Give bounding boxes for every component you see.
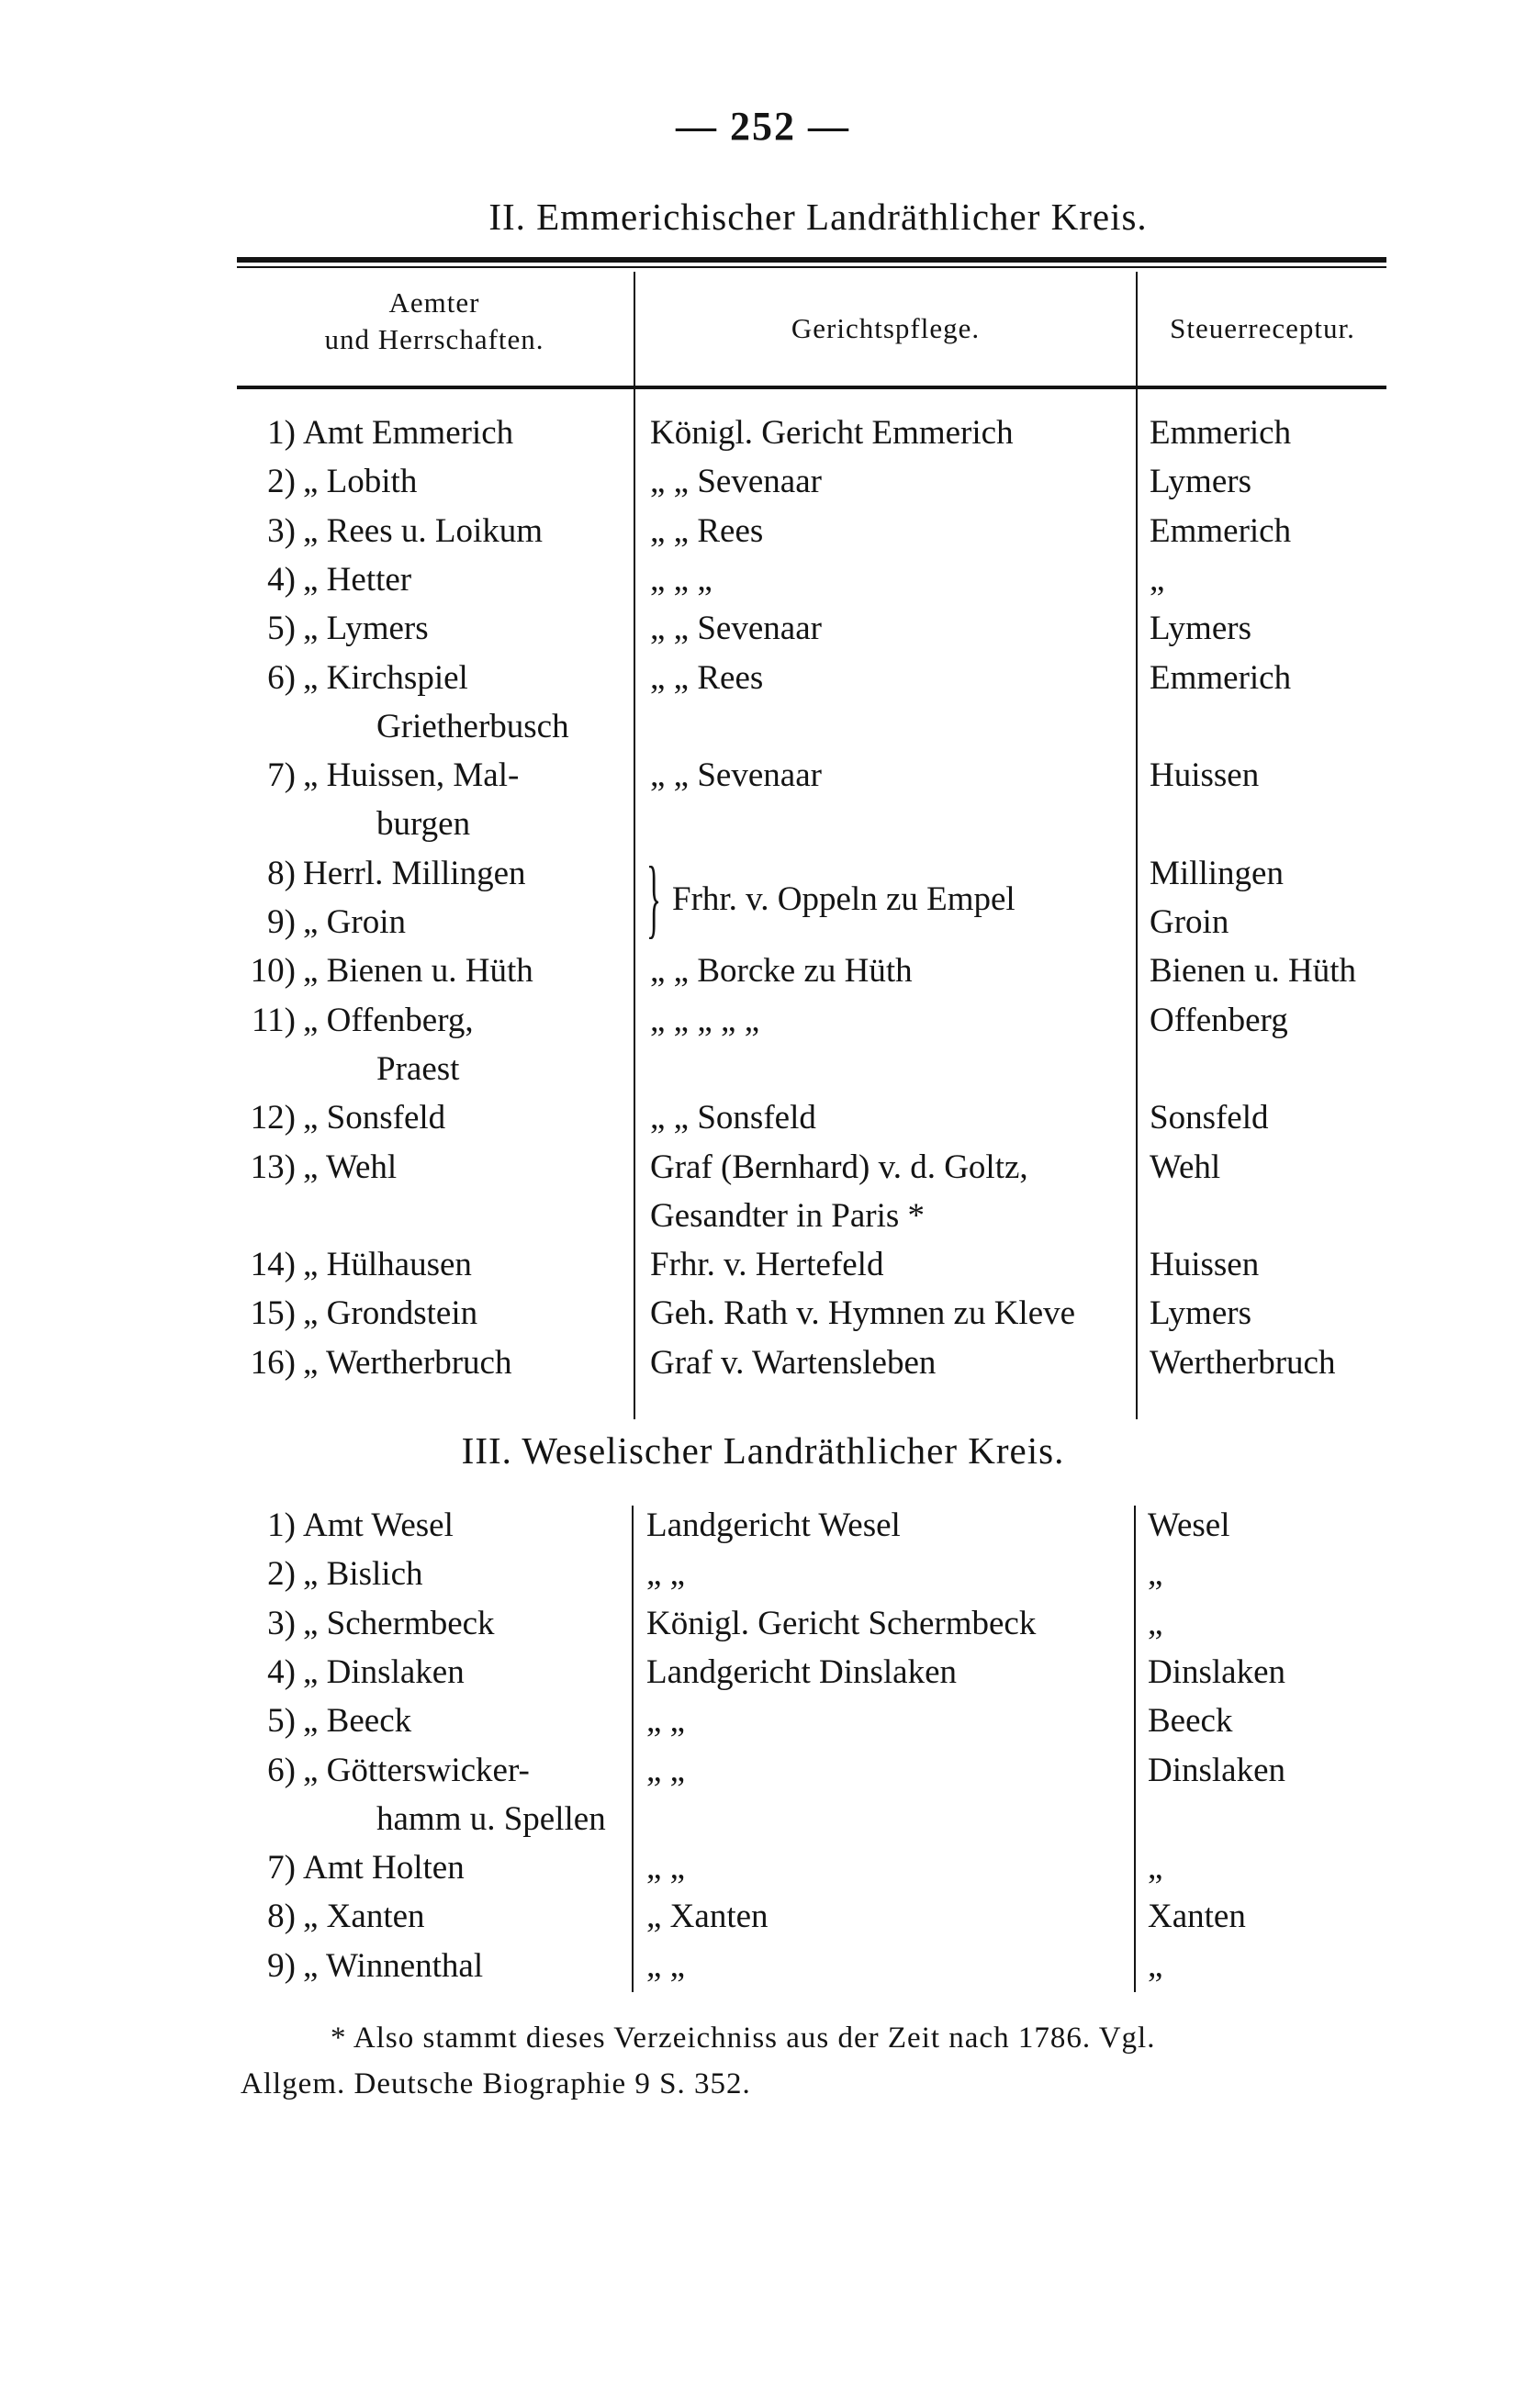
row-steuerreceptur: Lymers <box>1150 463 1251 501</box>
table-row <box>0 1701 1526 1751</box>
row-number: 13) <box>250 1148 296 1186</box>
row-number: 9) <box>267 903 296 941</box>
row-amt: „ Wehl <box>303 1148 398 1186</box>
row-number: 7) <box>267 1849 296 1887</box>
row-amt: burgen <box>376 805 471 844</box>
row-steuerreceptur: Wesel <box>1148 1506 1230 1544</box>
row-steuerreceptur: Lymers <box>1150 610 1251 648</box>
row-amt: Praest <box>376 1049 460 1088</box>
row-number: 5) <box>267 1702 296 1741</box>
table-row <box>0 1148 1526 1197</box>
table-row <box>0 1506 1526 1555</box>
row-number: 16) <box>250 1343 296 1382</box>
section-title-emmerich: II. Emmerichischer Landräthlicher Kreis. <box>488 196 1148 238</box>
row-number: 3) <box>267 1604 296 1642</box>
row-gerichtspflege: Landgericht Wesel <box>646 1506 901 1544</box>
row-gerichtspflege: Geh. Rath v. Hymnen zu Kleve <box>650 1294 1076 1333</box>
table-row <box>0 1294 1526 1343</box>
row-steuerreceptur: Offenberg <box>1150 1001 1288 1039</box>
row-gerichtspflege: „ „ <box>646 1751 686 1789</box>
row-steuerreceptur: Dinslaken <box>1148 1751 1286 1789</box>
row-gerichtspflege: „ „ Sevenaar <box>650 610 822 648</box>
table-row <box>0 658 1526 708</box>
row-number: 4) <box>267 1652 296 1691</box>
row-amt: Amt Wesel <box>303 1506 454 1544</box>
table-top-rule <box>237 257 1386 263</box>
table-row <box>0 1897 1526 1946</box>
row-steuerreceptur: Wehl <box>1150 1148 1221 1186</box>
row-steuerreceptur: Huissen <box>1150 756 1260 795</box>
table-row <box>0 609 1526 658</box>
section-title-wesel: III. Weselischer Landräthlicher Kreis. <box>461 1429 1065 1472</box>
row-gerichtspflege: „ „ Sevenaar <box>650 756 822 795</box>
table-row <box>0 511 1526 561</box>
row-amt: „ Winnenthal <box>303 1946 484 1985</box>
row-amt: „ Lymers <box>303 610 429 648</box>
row-number: 7) <box>267 756 296 795</box>
header-amter <box>237 285 632 358</box>
row-steuerreceptur: „ <box>1148 1604 1163 1642</box>
row-amt: Amt Holten <box>303 1849 465 1887</box>
row-number: 8) <box>267 1898 296 1936</box>
row-amt: „ Dinslaken <box>303 1652 465 1691</box>
row-amt: „ Bienen u. Hüth <box>303 952 533 991</box>
row-gerichtspflege: „ „ Sonsfeld <box>650 1099 816 1137</box>
row-gerichtspflege: „ „ Sevenaar <box>650 463 822 501</box>
row-amt: „ Bislich <box>303 1555 423 1594</box>
row-number: 12) <box>250 1099 296 1137</box>
table-row <box>0 1652 1526 1702</box>
row-amt: „ Huissen, Mal- <box>303 756 520 795</box>
footnote-line2: Allgem. Deutsche Biographie 9 S. 352. <box>241 2067 751 2100</box>
table-row <box>0 1946 1526 1996</box>
row-number: 10) <box>250 952 296 991</box>
row-amt: „ Wertherbruch <box>303 1343 512 1382</box>
row-number: 4) <box>267 560 296 599</box>
row-gerichtspflege: „ „ <box>646 1849 686 1887</box>
row-gerichtspflege: „ „ <box>646 1702 686 1741</box>
row-gerichtspflege: „ „ Borcke zu Hüth <box>650 952 913 991</box>
table-header-rule <box>237 386 1386 389</box>
row-amt: „ Lobith <box>303 463 418 501</box>
header-steuerreceptur: Steuerreceptur. <box>1170 312 1355 344</box>
row-number: 2) <box>267 463 296 501</box>
table-row <box>0 1848 1526 1898</box>
row-steuerreceptur: Emmerich <box>1150 414 1292 452</box>
row-number: 15) <box>250 1294 296 1333</box>
row-steuerreceptur: „ <box>1148 1946 1163 1985</box>
row-amt: „ Grondstein <box>303 1294 478 1333</box>
table-row <box>0 560 1526 610</box>
row-gerichtspflege: „ „ „ „ „ <box>650 1001 760 1039</box>
row-steuerreceptur: Wertherbruch <box>1150 1343 1336 1382</box>
row-amt: „ Xanten <box>303 1898 425 1936</box>
row-steuerreceptur: Sonsfeld <box>1150 1099 1269 1137</box>
table-row <box>0 1604 1526 1653</box>
table-row <box>0 1049 1526 1099</box>
row-steuerreceptur: Xanten <box>1148 1898 1246 1936</box>
row-amt: „ Beeck <box>303 1702 412 1741</box>
brace-symbol: } <box>646 848 662 946</box>
row-number: 8) <box>267 854 296 892</box>
row-gerichtspflege: „ „ „ <box>650 560 713 599</box>
row-gerichtspflege: „ „ Rees <box>650 658 764 697</box>
row-amt: „ Kirchspiel <box>303 658 468 697</box>
table-top-rule-thin <box>237 266 1386 268</box>
header-amter-line1: Aemter <box>388 286 480 319</box>
row-number: 3) <box>267 511 296 550</box>
row-number: 5) <box>267 610 296 648</box>
row-amt: hamm u. Spellen <box>376 1799 606 1838</box>
row-gerichtspflege: „ „ <box>646 1555 686 1594</box>
table-row <box>0 1799 1526 1849</box>
table-row <box>0 1196 1526 1246</box>
table-row <box>0 1554 1526 1604</box>
row-gerichtspflege: Königl. Gericht Schermbeck <box>646 1604 1037 1642</box>
row-amt: „ Offenberg, <box>303 1001 474 1039</box>
row-number: 6) <box>267 1751 296 1789</box>
row-number: 2) <box>267 1555 296 1594</box>
row-amt: Grietherbusch <box>376 707 569 745</box>
footnote-line1: * Also stammt dieses Verzeichniss aus der Zeit nach 1786. Vgl. <box>331 2022 1156 2055</box>
row-number: 1) <box>267 1506 296 1544</box>
table-row <box>0 413 1526 463</box>
row-amt: „ Sonsfeld <box>303 1099 446 1137</box>
row-number: 11) <box>252 1001 296 1039</box>
table-row <box>0 1751 1526 1800</box>
table-row <box>0 1098 1526 1148</box>
row-gerichtspflege: Gesandter in Paris * <box>650 1196 926 1235</box>
row-amt: Amt Emmerich <box>303 414 514 452</box>
row-amt: „ Groin <box>303 903 406 941</box>
page-number: — 252 — <box>676 104 850 149</box>
row-steuerreceptur: „ <box>1148 1555 1163 1594</box>
brace-gerichtspflege: Frhr. v. Oppeln zu Empel <box>672 880 1015 918</box>
row-steuerreceptur: „ <box>1150 560 1165 599</box>
row-gerichtspflege: Frhr. v. Hertefeld <box>650 1246 884 1284</box>
row-amt: Herrl. Millingen <box>303 854 526 892</box>
footnote <box>241 2015 1388 2107</box>
table-row <box>0 1343 1526 1393</box>
row-steuerreceptur: Lymers <box>1150 1294 1251 1333</box>
row-amt: „ Götterswicker- <box>303 1751 530 1789</box>
row-steuerreceptur: Dinslaken <box>1148 1652 1286 1691</box>
table-row <box>0 462 1526 511</box>
row-amt: „ Hetter <box>303 560 412 599</box>
table-row <box>0 707 1526 756</box>
row-number: 14) <box>250 1246 296 1284</box>
header-amter-line2: und Herrschaften. <box>324 323 544 355</box>
row-gerichtspflege: Graf v. Wartensleben <box>650 1343 937 1382</box>
row-steuerreceptur: Bienen u. Hüth <box>1150 952 1357 991</box>
row-gerichtspflege: „ Xanten <box>646 1898 769 1936</box>
row-amt: „ Rees u. Loikum <box>303 511 544 550</box>
row-steuerreceptur: Groin <box>1150 903 1229 941</box>
row-number: 1) <box>267 414 296 452</box>
row-gerichtspflege: Landgericht Dinslaken <box>646 1652 958 1691</box>
row-steuerreceptur: Millingen <box>1150 854 1284 892</box>
table-row <box>0 1245 1526 1294</box>
table-row <box>0 804 1526 854</box>
row-amt: „ Schermbeck <box>303 1604 495 1642</box>
table-row <box>0 951 1526 1001</box>
row-steuerreceptur: Huissen <box>1150 1246 1260 1284</box>
table-row <box>0 756 1526 805</box>
row-number: 6) <box>267 658 296 697</box>
row-gerichtspflege: „ „ <box>646 1946 686 1985</box>
row-steuerreceptur: Emmerich <box>1150 511 1292 550</box>
row-gerichtspflege: „ „ Rees <box>650 511 764 550</box>
row-steuerreceptur: „ <box>1148 1849 1163 1887</box>
table-row <box>0 1001 1526 1050</box>
row-gerichtspflege: Graf (Bernhard) v. d. Goltz, <box>650 1148 1028 1186</box>
row-amt: „ Hülhausen <box>303 1246 472 1284</box>
header-gerichtspflege: Gerichtspflege. <box>791 312 981 344</box>
row-steuerreceptur: Emmerich <box>1150 658 1292 697</box>
row-number: 9) <box>267 1946 296 1985</box>
row-gerichtspflege: Königl. Gericht Emmerich <box>650 414 1014 452</box>
row-steuerreceptur: Beeck <box>1148 1702 1233 1741</box>
